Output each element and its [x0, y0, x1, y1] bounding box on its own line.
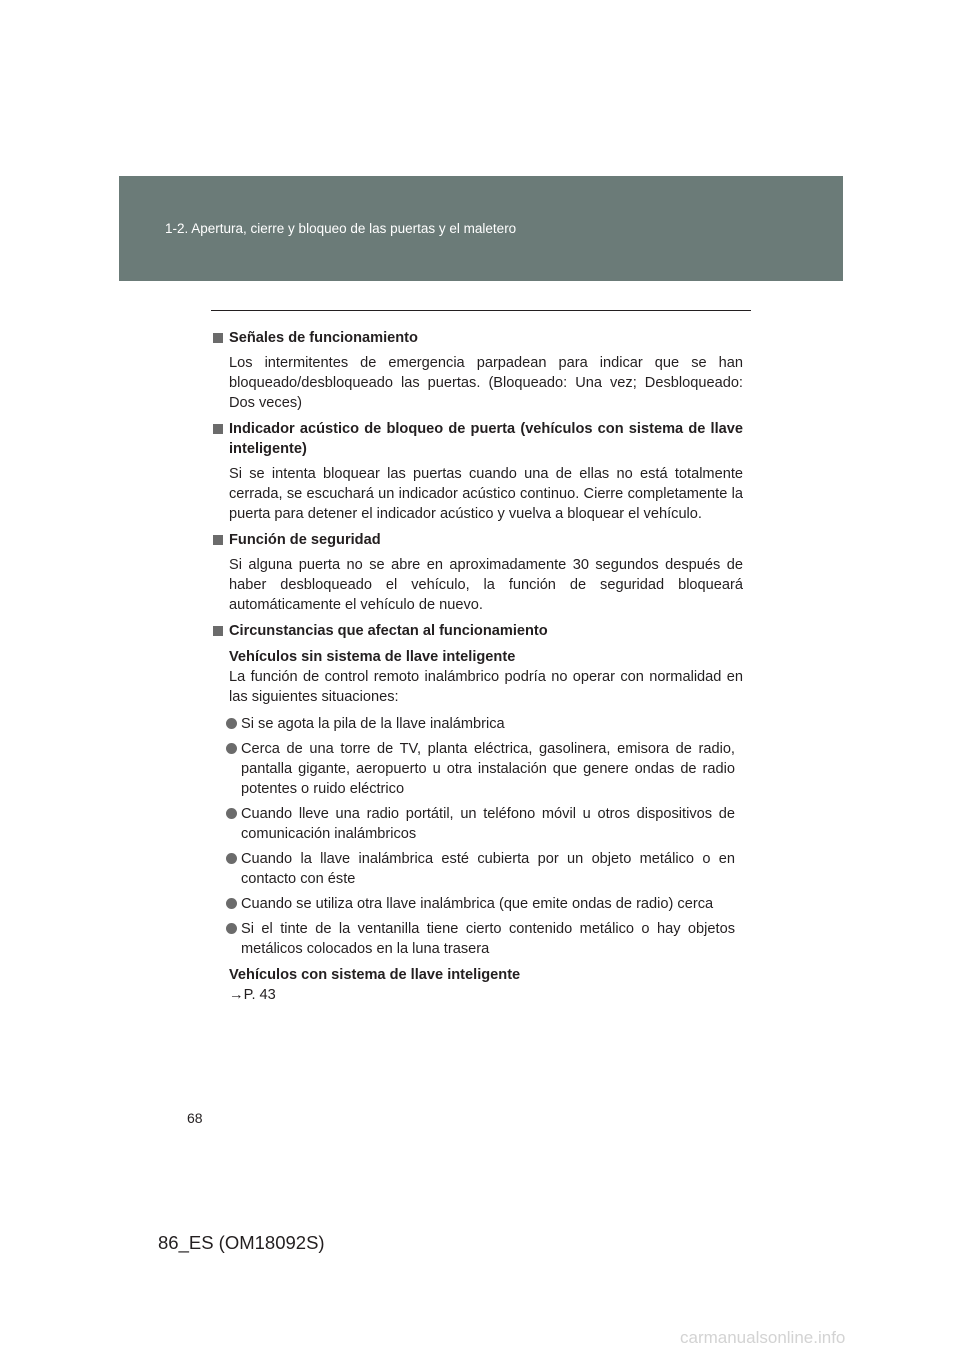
- subsection-body: La función de control remoto inalámbrico podría no operar con normalidad en las siguientes situaciones:: [229, 669, 743, 705]
- list-item-text: Si se agota la pila de la llave inalámbrica: [241, 716, 505, 732]
- section-body: Si se intenta bloquear las puertas cuando una de ellas no está totalmente cerrada, se escuchará un indicador acústico continuo. Cierre completamente la puerta para detener el indicador acústico y vuelva a bloquear el vehículo.: [229, 466, 743, 522]
- square-bullet-icon: [213, 626, 223, 636]
- list-item-text: Cerca de una torre de TV, planta eléctrica, gasolinera, emisora de radio, pantalla gigante, aeropuerto u otra instalación que genere ondas de radio potentes o ruido eléctrico: [241, 741, 735, 797]
- section-heading-text: Función de seguridad: [229, 532, 381, 548]
- list-item: [213, 739, 743, 799]
- list-item-text: Cuando lleve una radio portátil, un teléfono móvil u otros dispositivos de comunicación inalámbricos: [241, 806, 735, 842]
- square-bullet-icon: [213, 424, 223, 434]
- section-heading: [213, 419, 743, 459]
- list-item: [213, 849, 743, 889]
- section-heading: [213, 621, 743, 641]
- list-item-text: Si el tinte de la ventanilla tiene cierto contenido metálico o hay objetos metálicos colocados en la luna trasera: [241, 921, 735, 957]
- section-heading-text: Señales de funcionamiento: [229, 330, 418, 346]
- square-bullet-icon: [213, 535, 223, 545]
- circle-bullet-icon: [226, 808, 237, 819]
- page-reference-link[interactable]: →P. 43: [229, 987, 276, 1003]
- section-door-lock-buzzer: [213, 419, 743, 524]
- subheading-without-smart-key: Vehículos sin sistema de llave inteligente: [229, 649, 516, 665]
- header-band: [119, 176, 843, 281]
- list-item: [213, 714, 743, 734]
- circle-bullet-icon: [226, 743, 237, 754]
- square-bullet-icon: [213, 333, 223, 343]
- list-item: [213, 894, 743, 914]
- situations-list: [213, 714, 743, 959]
- section-heading-text: Circunstancias que afectan al funcionamiento: [229, 623, 548, 639]
- section-title: 1-2. Apertura, cierre y bloqueo de las puertas y el maletero: [165, 221, 517, 236]
- list-item: [213, 804, 743, 844]
- circle-bullet-icon: [226, 898, 237, 909]
- list-item: [213, 919, 743, 959]
- circle-bullet-icon: [226, 923, 237, 934]
- circle-bullet-icon: [226, 853, 237, 864]
- section-heading: [213, 530, 743, 550]
- page-content: [213, 328, 743, 1011]
- circle-bullet-icon: [226, 718, 237, 729]
- watermark: carmanualsonline.info: [680, 1328, 846, 1347]
- section-heading: [213, 328, 743, 348]
- subheading-with-smart-key: Vehículos con sistema de llave inteligente: [229, 967, 521, 983]
- section-body: Los intermitentes de emergencia parpadean para indicar que se han bloqueado/desbloqueado las puertas. (Bloqueado: Una vez; Desbloqueado: Dos veces): [229, 355, 743, 411]
- section-security-function: [213, 530, 743, 615]
- divider-rule: [211, 310, 751, 311]
- list-item-text: Cuando la llave inalámbrica esté cubierta por un objeto metálico o en contacto con éste: [241, 851, 735, 887]
- section-operation-signals: [213, 328, 743, 413]
- document-code: 86_ES (OM18092S): [158, 1232, 325, 1253]
- section-heading-text: Indicador acústico de bloqueo de puerta (vehículos con sistema de llave inteligente): [229, 421, 743, 457]
- section-operating-conditions: [213, 621, 743, 1005]
- section-body: Si alguna puerta no se abre en aproximadamente 30 segundos después de haber desbloqueado el vehículo, la función de seguridad bloqueará automáticamente el vehículo de nuevo.: [229, 557, 743, 613]
- list-item-text: Cuando se utiliza otra llave inalámbrica (que emite ondas de radio) cerca: [241, 896, 714, 912]
- page-number: 68: [187, 1110, 203, 1126]
